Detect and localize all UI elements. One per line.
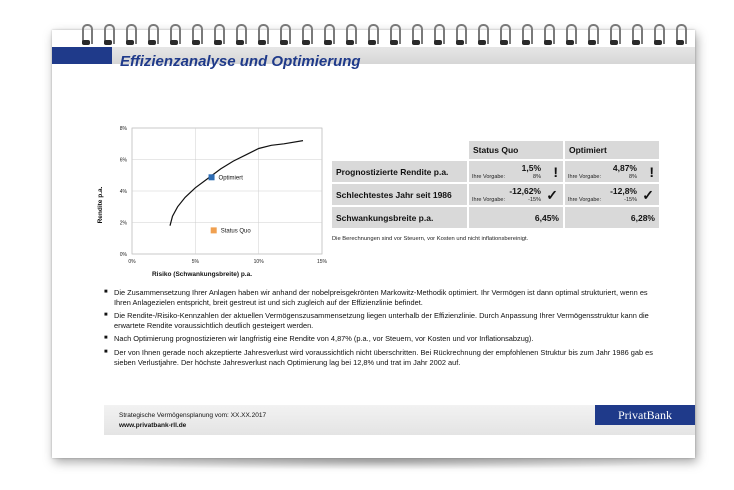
list-item: ■ Nach Optimierung prognostizieren wir langfristig eine Rendite von 4,87% (p.a., vor Steuern, vor Kosten und vor Inflationsabzug). [104,334,664,344]
binding-ring [234,24,246,46]
chart-grid [132,128,322,254]
binding-ring [652,24,664,46]
y-tick-label: 0% [119,252,127,258]
binding-ring [322,24,334,46]
value: 6,45% [534,213,559,223]
page-title: Effizienzanalyse und Optimierung [120,53,361,70]
binding-ring [410,24,422,46]
cell-status-quo [469,207,563,228]
target-label: Ihre Vorgabe: [568,174,602,180]
target-value: 8% [629,174,637,180]
value: -12,8% [610,186,637,196]
column-header-optimiert: Optimiert [565,141,659,159]
cell-optimiert [565,184,659,205]
binding-ring [476,24,488,46]
binding-ring [564,24,576,46]
footer-title: Strategische Vermögensplanung vom: XX.XX.2017 [119,412,267,419]
bullet-list [104,288,664,371]
binding-ring [300,24,312,46]
brand-logo: PrivatBank [595,405,695,425]
binding-ring [190,24,202,46]
value: 6,28% [630,213,655,223]
x-tick-label: 5% [191,259,199,265]
table-header-row [332,141,659,159]
binding-ring [256,24,268,46]
binding-ring [608,24,620,46]
binding-ring [388,24,400,46]
x-tick-label: 10% [253,259,264,265]
binding-ring [344,24,356,46]
cell-optimiert [565,207,659,228]
value: 4,87% [612,163,637,173]
target-value: 8% [533,174,541,180]
binding-ring [432,24,444,46]
checkmark-icon: ✓ [642,187,654,203]
binding-ring [586,24,598,46]
comparison-table [330,139,661,230]
list-item: ■ Die Zusammensetzung Ihrer Anlagen haben wir anhand der nobelpreisgekrönten Markowitz-Methodik optimiert. Ihr Vermögen ist dann optimal strukturiert, wenn es Ihren Anlagezielen entspricht, breit gestreut ist und sich zugleich auf der Effizienzlinie befindet. [104,288,664,307]
presentation-page [52,30,695,458]
table-row [332,184,659,205]
value: 1,5% [521,163,541,173]
row-label: Schlechtestes Jahr seit 1986 [332,184,467,205]
binding-ring [542,24,554,46]
binding-ring [520,24,532,46]
list-item: ■ Die Rendite-/Risiko-Kennzahlen der aktuellen Vermögenszusammensetzung liegen unterhalb der Effizienzlinie. Durch Anpassung Ihrer Vermögensstruktur kann die erwartete Rendite voraussichtlich deutlich gesteigert werden. [104,311,664,330]
binding-ring [80,24,92,46]
binding-ring [366,24,378,46]
column-header-status-quo: Status Quo [469,141,563,159]
binding-ring [278,24,290,46]
efficiency-chart [92,110,332,280]
binding-ring [102,24,114,46]
chart-ylabel: Rendite p.a. [97,186,104,224]
binding-ring [630,24,642,46]
target-label: Ihre Vorgabe: [472,197,506,203]
target-label: Ihre Vorgabe: [472,174,506,180]
warning-icon: ! [553,164,558,180]
data-point-status-quo [211,227,217,233]
data-label: Status Quo [220,228,251,235]
target-value: -15% [528,197,541,203]
binding-ring [124,24,136,46]
x-tick-label: 0% [128,259,136,265]
table-row [332,161,659,182]
binding-ring [498,24,510,46]
y-tick-label: 2% [119,220,127,227]
y-tick-label: 8% [119,126,127,132]
list-item: ■ Der von Ihnen gerade noch akzeptierte Jahresverlust wird voraussichtlich nicht überschritten. Bei Rückrechnung der empfohlenen Struktur bis zum Jahr 1986 gab es sieben Verlustjahre. Der höchste Jahresverlust nach Optimierung lag bei 12,8% und trat im Jahr 2002 auf. [104,348,664,367]
footer [104,405,695,435]
spiral-binding [52,24,695,54]
cell-status-quo [469,184,563,205]
data-label: Optimiert [218,175,243,182]
table-row [332,207,659,228]
cell-optimiert [565,161,659,182]
value: -12,62% [509,186,541,196]
cell-status-quo [469,161,563,182]
warning-icon: ! [649,164,654,180]
y-tick-label: 6% [119,157,127,164]
binding-ring [168,24,180,46]
binding-ring [146,24,158,46]
chart-xlabel: Risiko (Schwankungsbreite) p.a. [151,271,253,278]
binding-ring [454,24,466,46]
x-tick-label: 15% [316,259,328,265]
data-point-optimiert [209,174,215,180]
binding-ring [212,24,224,46]
target-value: -15% [624,197,637,203]
row-label: Prognostizierte Rendite p.a. [332,161,467,182]
footer-url: www.privatbank-rll.de [119,422,187,429]
table-corner [332,141,467,159]
binding-ring [674,24,686,46]
row-label: Schwankungsbreite p.a. [332,207,467,228]
target-label: Ihre Vorgabe: [568,197,602,203]
y-tick-label: 4% [119,189,127,195]
table-footnote: Die Berechnungen sind vor Steuern, vor Kosten und nicht inflationsbereinigt. [332,236,529,242]
checkmark-icon: ✓ [546,187,558,203]
